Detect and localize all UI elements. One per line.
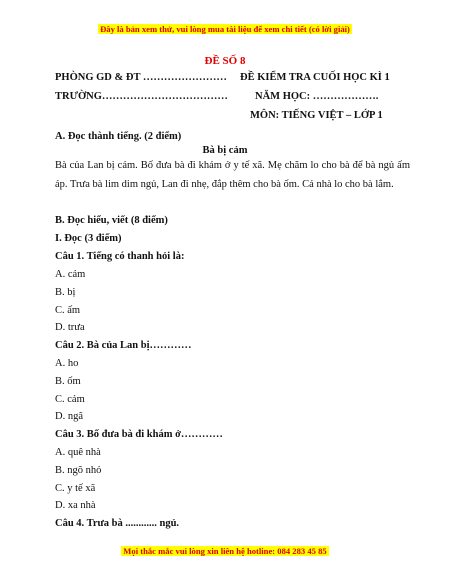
question-3-label: Câu 3. Bố đưa bà đi khám ở…………	[55, 429, 223, 440]
section-a-heading: A. Đọc thành tiếng. (2 điểm)	[55, 131, 182, 142]
question-1-option-b: B. bị	[55, 287, 76, 298]
question-3-option-a: A. quê nhà	[55, 447, 101, 458]
question-2-option-d: D. ngã	[55, 411, 83, 422]
exam-number: ĐỀ SỐ 8	[204, 55, 246, 67]
reading-title: Bà bị cảm	[202, 145, 248, 156]
reading-passage: Bà của Lan bị cảm. Bố đưa bà đi khám ở y tế xã. Mẹ chăm lo cho bà để bà ngủ ấm áp. Trưa bà lim dim ngủ, Lan đi nhẹ, đắp thêm cho bà ốm. Cả nhà lo cho bà lắm.	[55, 160, 410, 190]
part-1-heading: I. Đọc (3 điểm)	[55, 233, 122, 244]
question-2-option-a: A. ho	[55, 358, 79, 369]
question-3-option-b: B. ngõ nhỏ	[55, 465, 102, 476]
question-2-option-c: C. cảm	[55, 394, 85, 405]
question-1-option-d: D. trưa	[55, 322, 85, 333]
hotline-footer: Mọi thắc mắc vui lòng xin liên hệ hotline: 084 283 45 85	[123, 546, 327, 556]
question-1-option-a: A. cảm	[55, 269, 86, 280]
question-1-option-c: C. ấm	[55, 305, 81, 316]
department-field: PHÒNG GD & ĐT ……………………	[55, 72, 227, 83]
question-3-option-d: D. xa nhà	[55, 500, 96, 511]
question-3-option-c: C. y tế xã	[55, 483, 96, 494]
preview-banner: Đây là bản xem thử, vui lòng mua tài liệu để xem chi tiết (có lời giải)	[100, 24, 350, 34]
section-b-heading: B. Đọc hiểu, viết (8 điểm)	[55, 215, 168, 226]
question-2-label: Câu 2. Bà của Lan bị…………	[55, 340, 192, 351]
question-4-label: Câu 4. Trưa bà ............ ngủ.	[55, 518, 180, 529]
exam-title: ĐỀ KIỂM TRA CUỐI HỌC KÌ 1	[240, 72, 390, 83]
school-field: TRƯỜNG………………………………	[55, 91, 228, 102]
school-year-field: NĂM HỌC: ……………….	[255, 91, 379, 102]
question-2-option-b: B. ốm	[55, 376, 81, 387]
question-1-label: Câu 1. Tiếng có thanh hỏi là:	[55, 251, 185, 262]
subject-line: MÔN: TIẾNG VIỆT – LỚP 1	[250, 110, 383, 121]
